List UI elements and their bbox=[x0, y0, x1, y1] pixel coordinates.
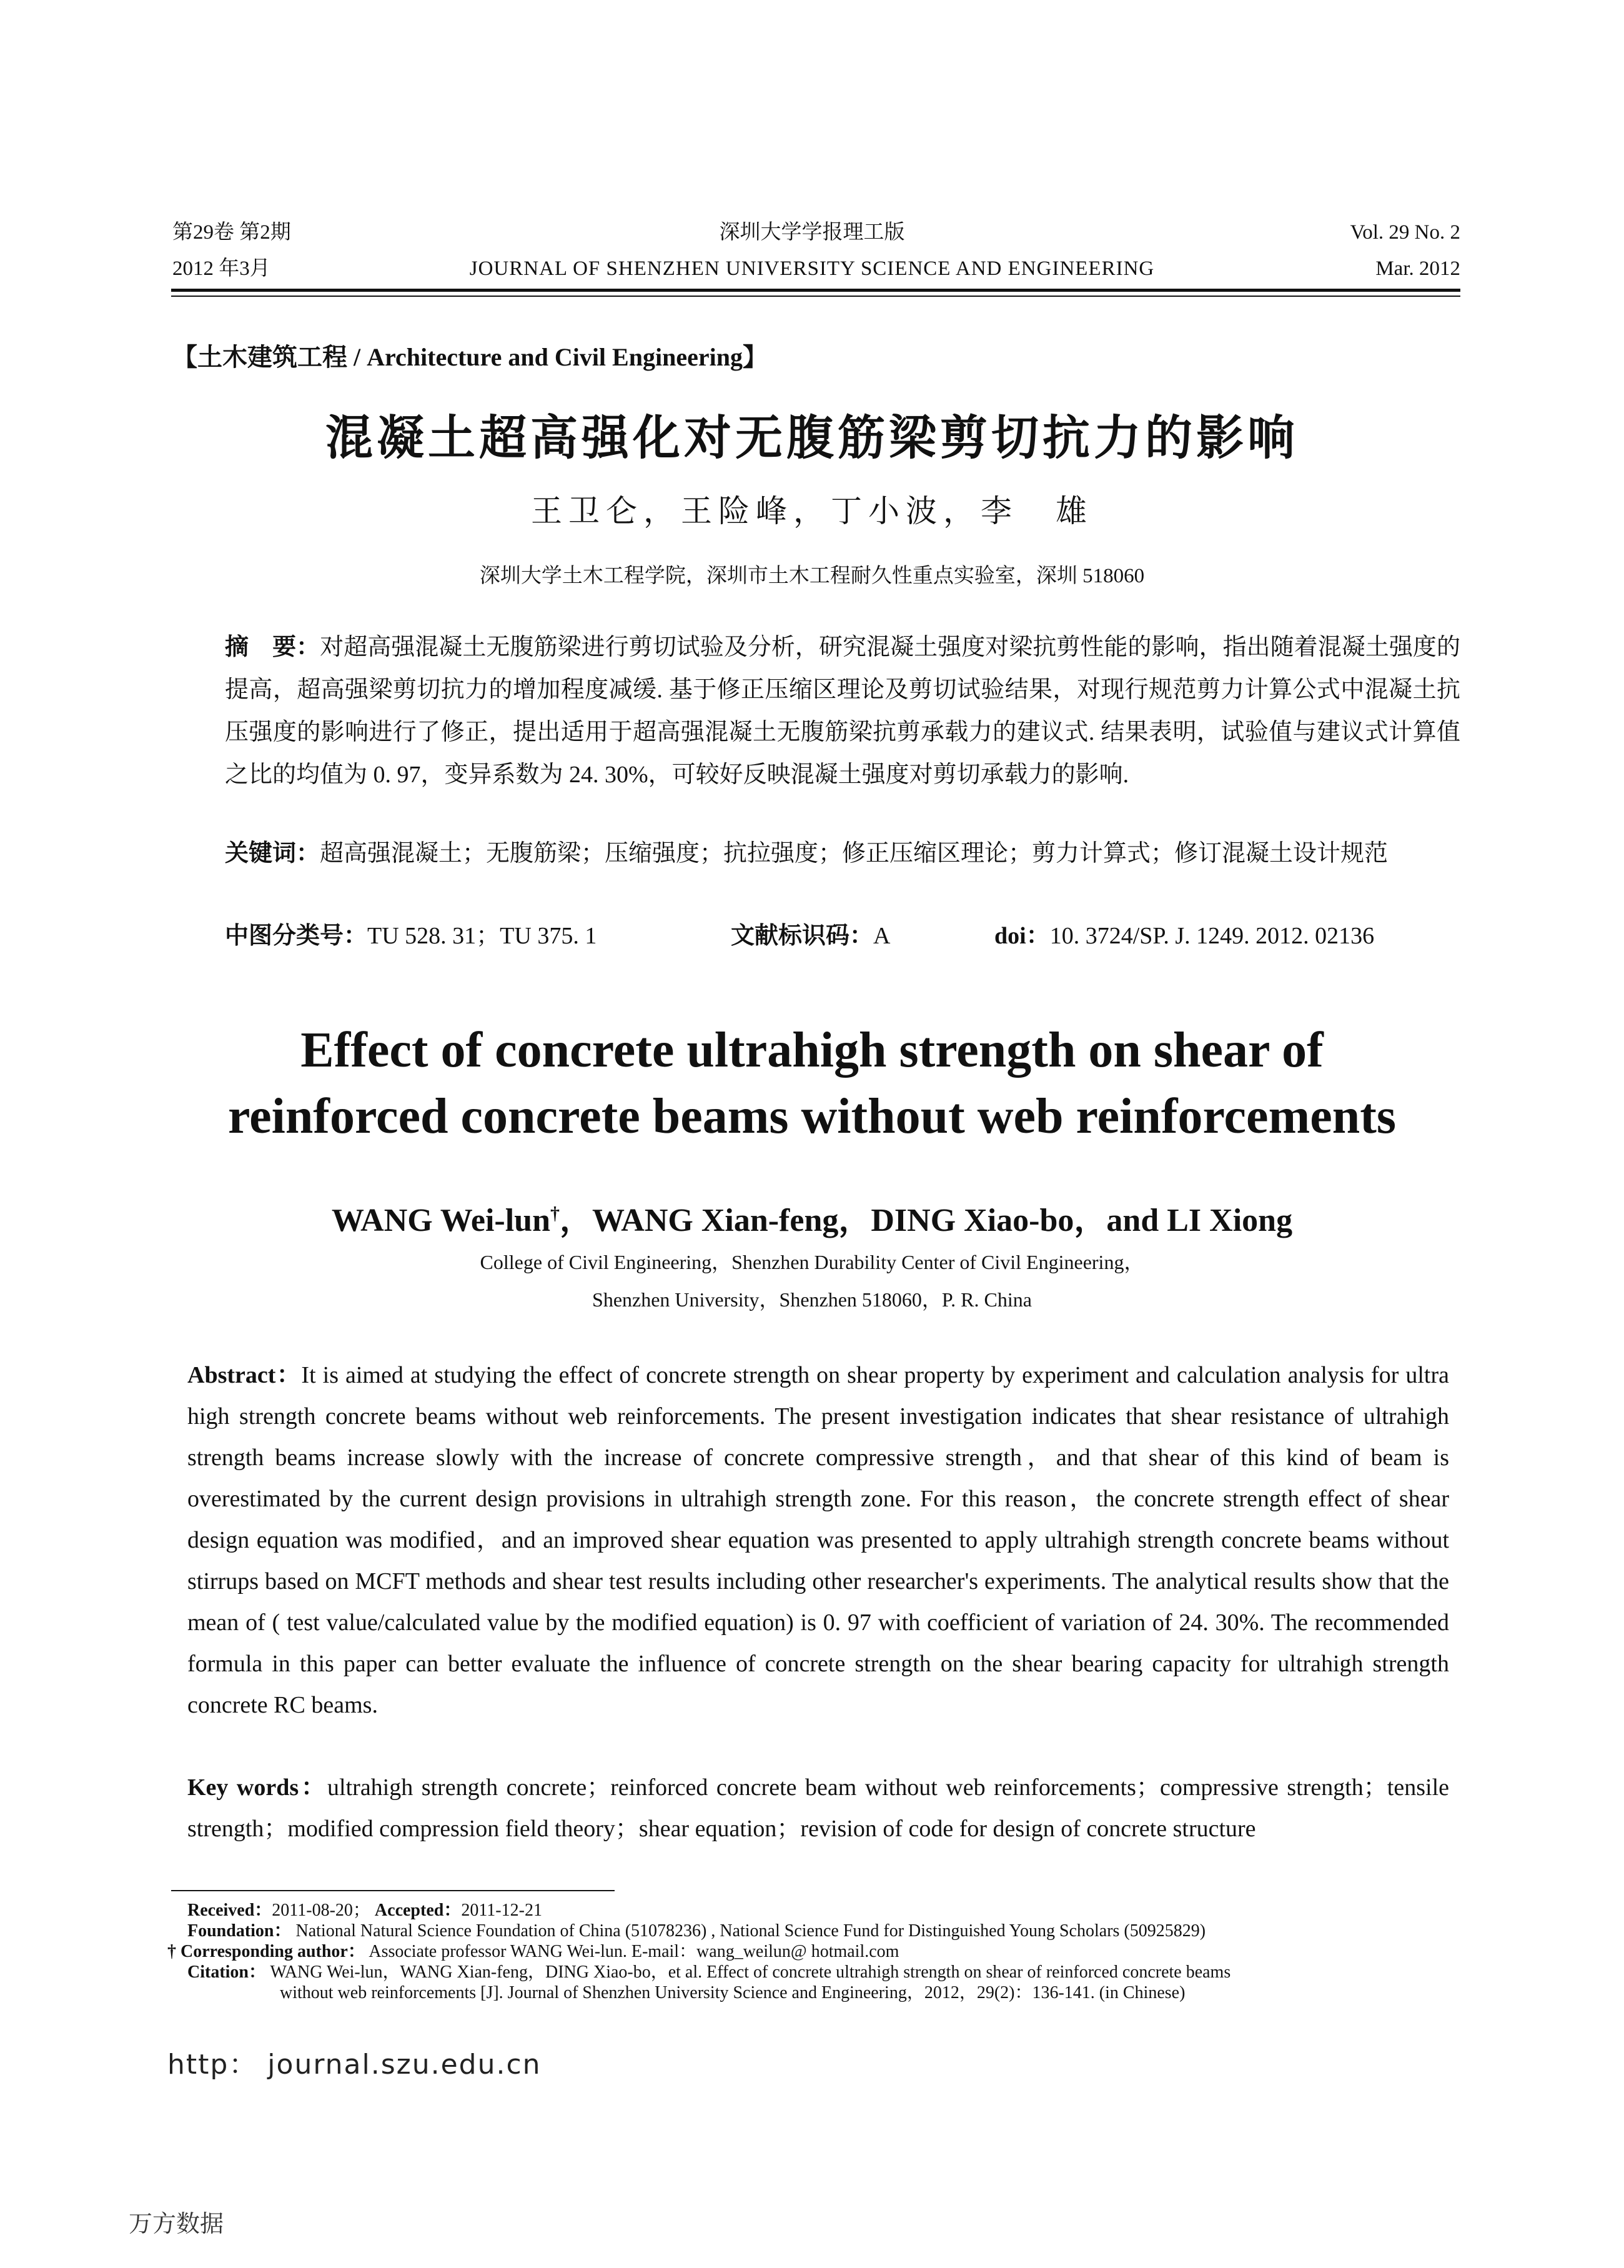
document-code bbox=[731, 916, 890, 950]
footnote-rule bbox=[171, 1890, 615, 1891]
affiliation-cn: 深圳大学土木工程学院，深圳市土木工程耐久性重点实验室，深圳 518060 bbox=[479, 565, 1145, 587]
accepted-label: Accepted： bbox=[374, 1901, 462, 1920]
citation-label: Citation： bbox=[187, 1962, 267, 1982]
date-cn: 2012 年3月 bbox=[172, 257, 270, 280]
footnote-corresponding bbox=[167, 1942, 899, 1962]
doc-code-label: 文献标识码： bbox=[731, 923, 874, 949]
clc-value: TU 528. 31；TU 375. 1 bbox=[367, 923, 597, 949]
keywords-en bbox=[187, 1767, 1449, 1849]
keywords-en-label: Key words： bbox=[187, 1774, 328, 1801]
corresponding-label: † Corresponding author： bbox=[167, 1942, 365, 1961]
authors-en-rest: ，WANG Xian-feng，DING Xiao-bo，and LI Xiong bbox=[560, 1203, 1293, 1238]
affiliation-en-line1: College of Civil Engineering，Shenzhen Durability Center of Civil Engineering， bbox=[480, 1251, 1144, 1273]
journal-title-en: JOURNAL OF SHENZHEN UNIVERSITY SCIENCE AND ENGINEERING bbox=[469, 257, 1155, 280]
doc-code-value: A bbox=[873, 923, 891, 949]
abstract-cn bbox=[172, 626, 1460, 796]
section-label: 【土木建筑工程 / Architecture and Civil Engineering】 bbox=[172, 343, 768, 371]
keywords-cn-text: 超高强混凝土；无腹筋梁；压缩强度；抗拉强度；修正压缩区理论；剪力计算式；修订混凝土设计规范 bbox=[320, 840, 1389, 867]
foundation-value: National Natural Science Foundation of China (51078236) , National Science Fund for Distinguished Young Scholars (50925829) bbox=[295, 1921, 1206, 1941]
received-label: Received： bbox=[187, 1901, 272, 1920]
authors-cn: 王卫仑，王险峰，丁小波，李 雄 bbox=[531, 494, 1093, 529]
clc-label: 中图分类号： bbox=[225, 923, 368, 949]
foundation-label: Foundation： bbox=[187, 1921, 292, 1941]
corresponding-value: Associate professor WANG Wei-lun. E-mail：wang_weilun@ hotmail.com bbox=[369, 1942, 899, 1961]
authors-en-first: WANG Wei-lun bbox=[331, 1203, 551, 1238]
journal-title-cn: 深圳大学学报理工版 bbox=[719, 221, 905, 244]
footnote-dates bbox=[187, 1901, 542, 1921]
authors-en bbox=[0, 1193, 1624, 1240]
footnote-citation-cont bbox=[280, 1983, 1460, 2003]
journal-url[interactable]: http： journal.szu.edu.cn bbox=[167, 2049, 542, 2081]
clc-number bbox=[225, 916, 597, 950]
accepted-value: 2011-12-21 bbox=[461, 1901, 542, 1920]
footnote-citation bbox=[187, 1962, 1462, 1982]
paper-title-en-line1: Effect of concrete ultrahigh strength on shear of bbox=[300, 1023, 1324, 1078]
header-rule-thick bbox=[171, 289, 1460, 292]
keywords-en-text: ultrahigh strength concrete；reinforced concrete beam without web reinforcements；compressive strength；tensile strength；modified compression field theory；shear equation；revision of code for design of concrete structure bbox=[187, 1774, 1449, 1842]
header-rule-thin bbox=[171, 296, 1460, 297]
received-value: 2011-08-20； bbox=[272, 1901, 370, 1920]
abstract-cn-label: 摘 要： bbox=[225, 634, 320, 660]
volume-issue-en: Vol. 29 No. 2 bbox=[1350, 221, 1460, 244]
doi-label: doi： bbox=[994, 923, 1050, 949]
volume-issue-cn: 第29卷 第2期 bbox=[172, 221, 291, 244]
keywords-cn bbox=[172, 832, 1460, 875]
citation-line2: without web reinforcements [J]. Journal of Shenzhen University Science and Engineering，2012，29(2)：136-141. (in Chinese) bbox=[280, 1983, 1186, 2002]
doi-value: 10. 3724/SP. J. 1249. 2012. 02136 bbox=[1049, 923, 1375, 949]
keywords-cn-label: 关键词： bbox=[225, 840, 320, 867]
footnote-foundation bbox=[187, 1921, 1206, 1941]
doi bbox=[994, 916, 1374, 950]
paper-title-cn: 混凝土超高强化对无腹筋梁剪切抗力的影响 bbox=[325, 412, 1299, 465]
abstract-en bbox=[187, 1355, 1449, 1726]
date-en: Mar. 2012 bbox=[1375, 257, 1460, 280]
paper-title-en bbox=[0, 1017, 1624, 1150]
citation-line1: WANG Wei-lun，WANG Xian-feng，DING Xiao-bo，et al. Effect of concrete ultrahigh strength on shear of reinforced concrete beams bbox=[270, 1962, 1231, 1982]
abstract-en-label: Abstract： bbox=[187, 1362, 302, 1388]
watermark-text: 万方数据 bbox=[129, 2211, 224, 2237]
affiliation-en-line2: Shenzhen University，Shenzhen 518060，P. R. China bbox=[592, 1288, 1032, 1311]
abstract-en-text: It is aimed at studying the effect of concrete strength on shear property by experiment and calculation analysis for ultra high strength concrete beams without web reinforcements. The present investigation indicates that shear resistance of ultrahigh strength beams increase slowly with the increase of concrete compressive strength，and that shear of this kind of beam is overestimated by the current design provisions in ultrahigh strength zone. For this reason，the concrete strength effect of shear design equation was modified，and an improved shear equation was presented to apply ultrahigh strength concrete beams without stirrups based on MCFT methods and shear test results including other researcher's experiments. The analytical results show that the mean of ( test value/calculated value by the modified equation) is 0. 97 with coefficient of variation of 24. 30%. The recommended formula in this paper can better evaluate the influence of concrete strength on the shear bearing capacity for ultrahigh strength concrete RC beams. bbox=[187, 1362, 1450, 1718]
affiliation-en bbox=[0, 1243, 1624, 1318]
paper-title-en-line2: reinforced concrete beams without web reinforcements bbox=[228, 1089, 1396, 1144]
abstract-cn-text: 对超高强混凝土无腹筋梁进行剪切试验及分析，研究混凝土强度对梁抗剪性能的影响，指出随着混凝土强度的提高，超高强梁剪切抗力的增加程度减缓. 基于修正压缩区理论及剪切试验结果，对现行规范剪力计算公式中混凝土抗压强度的影响进行了修正，提出适用于超高强混凝土无腹筋梁抗剪承载力的建议式. 结果表明，试验值与建议式计算值之比的均值为 0. 97，变异系数为 24. 30%，可较好反映混凝土强度对剪切承载力的影响. bbox=[225, 634, 1460, 788]
corresponding-dagger: † bbox=[550, 1203, 560, 1224]
